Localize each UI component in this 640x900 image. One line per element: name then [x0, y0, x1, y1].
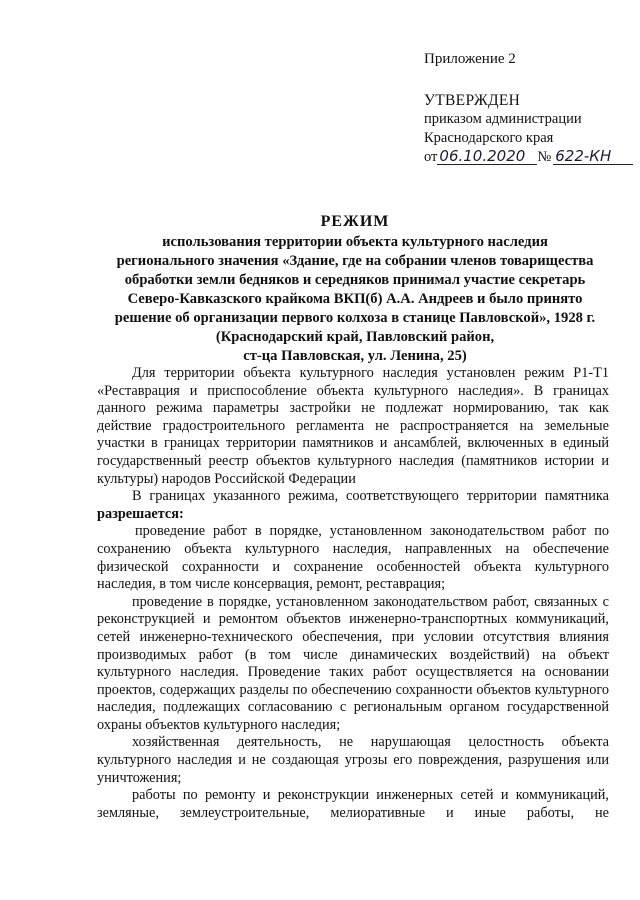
handwritten-date: 06.10.2020	[437, 148, 537, 165]
from-label: от	[424, 149, 438, 165]
list-item: проведение в порядке, установленном законодательством работ, связанных с реконструкцией и ремонтом объектов инженерно-транспортных коммуникаций, сетей инженерно-технического обеспечения, при условии отсутствия влияния производимых работ (в том числе динамических воздействий) на объект культурного наследия. Проведение таких работ осуществляется на основании проектов, содержащих разделы по обеспечению сохранности объектов культурного наследия, подлежащих согласованию с региональным органом государственной охраны объектов культурного наследия;	[97, 593, 609, 733]
document-title	[60, 213, 640, 366]
title-heading: РЕЖИМ	[320, 213, 390, 230]
title-subtitle	[60, 233, 640, 366]
list-item: проведение работ в порядке, установленном законодательством работ по сохранению объекта культурного наследия, направленных на обеспечение физической сохранности и сохранение особенностей объекта культурного наследия, в том числе консервация, ремонт, реставрация;	[97, 523, 609, 593]
paragraph-regime: Для территории объекта культурного наследия установлен режим Р1-Т1 «Реставрация и приспособление объекта культурного наследия». В границах данного режима параметры застройки не подлежат нормированию, так как действие градостроительного регламента не распространяется на земельные участки в границах территории памятников и ансамблей, включенных в единый государственный реестр объектов культурного наследия (памятников истории и культуры) народов Российской Федерации	[97, 365, 609, 487]
appendix-label: Приложение 2	[424, 51, 516, 67]
paragraph-permitted-intro	[97, 488, 609, 523]
approved-heading: УТВЕРЖДЕН	[424, 92, 521, 109]
order-line-2: Краснодарского края	[424, 130, 554, 146]
order-line-1: приказом администрации	[424, 111, 582, 127]
title-line: регионального значения «Здание, где на собрании членов товарищества	[116, 253, 594, 269]
title-line: Северо-Кавказского крайкома ВКП(б) А.А. Андреев и было принято	[127, 291, 583, 307]
title-line: обработки земли бедняков и середняков принимал участие секретарь	[124, 272, 586, 288]
title-line: (Краснодарский край, Павловский район,	[215, 329, 495, 345]
number-label: №	[537, 149, 552, 165]
handwritten-number: 622-КН	[553, 148, 633, 165]
permitted-keyword: разрешается:	[97, 505, 184, 522]
permitted-intro-text: В границах указанного режима, соответствующего территории памятника	[132, 488, 609, 505]
title-line: решение об организации первого колхоза в станице Павловской», 1928 г.	[114, 310, 596, 326]
title-line: ст-ца Павловская, ул. Ленина, 25)	[243, 348, 467, 364]
title-line: использования территории объекта культурного наследия	[162, 234, 548, 250]
order-date-number-line	[424, 148, 633, 167]
approval-block	[424, 91, 633, 167]
document-body	[97, 365, 609, 822]
list-item: работы по ремонту и реконструкции инженерных сетей и коммуникаций, земляные, землеустроительные, мелиоративные и иные работы, не	[97, 787, 609, 821]
list-item: хозяйственная деятельность, не нарушающая целостность объекта культурного наследия и не создающая угрозы его повреждения, разрушения или уничтожения;	[97, 734, 609, 786]
